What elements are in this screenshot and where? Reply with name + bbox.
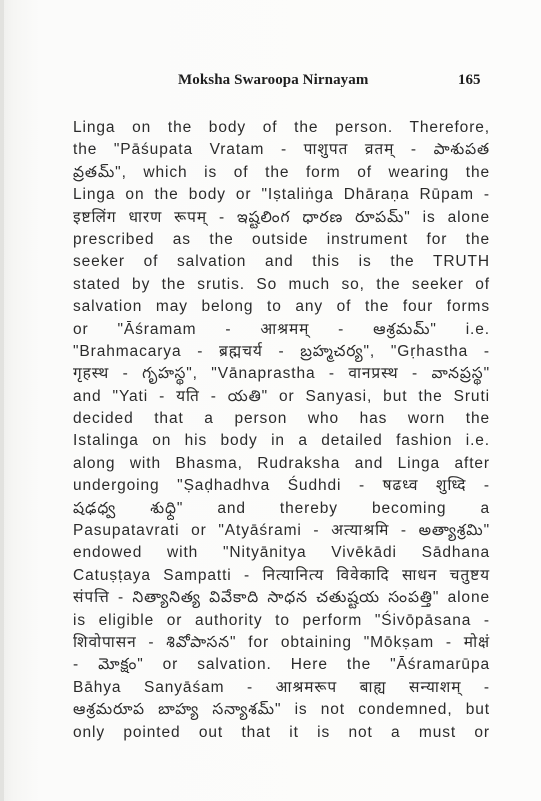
text-line: undergoing "Ṣaḍhadhva Śudhdi - षढध्व शुध्दि -: [73, 477, 490, 495]
text-line: stated by the srutis. So much so, the seeker of: [73, 275, 490, 293]
page-binding-edge: [0, 0, 4, 801]
text-line: వ్రతమ్", which is of the form of wearing the: [73, 163, 490, 181]
text-line: Linga on the body or "Iṣtaliṅga Dhāraṇa Rūpam -: [73, 186, 490, 204]
text-line: the "Pāśupata Vratam - पाशुपत व्रतम् - పాశుపత: [73, 141, 490, 159]
text-line: Linga on the body of the person. Therefore,: [73, 119, 490, 136]
text-line: Pasupatavrati or "Atyāśrami - अत्याश्रमि - అత్యాశ్రమి": [73, 522, 490, 540]
text-line: ఆశ్రమరూప బాహ్య సన్యాశమ్" is not condemned, but: [73, 701, 490, 719]
text-line: Istalinga on his body in a detailed fashion i.e.: [73, 432, 490, 450]
text-line: endowed with "Nityānitya Vivēkādi Sādhana: [73, 544, 490, 562]
text-line: only pointed out that it is not a must or: [73, 723, 490, 741]
running-title: Moksha Swaroopa Nirnayam: [178, 72, 369, 88]
text-line: शिवोपासन - శివోపాసన" for obtaining "Mōkṣam - मोक्षं: [73, 633, 490, 651]
page-number: 165: [458, 72, 481, 88]
text-line: Catuṣṭaya Sampatti - नित्यानित्य विवेकादि साधन चतुष्टय: [73, 566, 490, 584]
text-line: or "Āśramam - आश्रमम् - ఆశ్రమమ్" i.e.: [73, 320, 490, 338]
text-line: prescribed as the outside instrument for the: [73, 230, 490, 248]
text-line: "Brahmacarya - ब्रह्मचर्य - బ్రహ్మచర్య", "Gṛhastha -: [73, 342, 490, 360]
text-line: - మోక్షం" or salvation. Here the "Āśramarūpa: [73, 656, 490, 674]
text-line: salvation may belong to any of the four forms: [73, 298, 490, 316]
text-line: షఢధ్వ శుధ్ది" and thereby becoming a: [73, 499, 490, 517]
text-line: Bāhya Sanyāśam - आश्रमरूप बाह्य सन्याशम् -: [73, 678, 490, 696]
text-line: decided that a person who has worn the: [73, 410, 490, 428]
text-line: and "Yati - यति - యతి" or Sanyasi, but the Sruti: [73, 387, 490, 405]
text-line: along with Bhasma, Rudraksha and Linga after: [73, 454, 490, 472]
text-line: इष्टलिंग धारण रूपम् - ఇష్టలింగ ధారణ రూపమ్" is alone: [73, 208, 490, 226]
text-line: संपत्ति - నిత్యానిత్య వివేకాది సాధన చతుష్టయ సంపత్తి" alone: [73, 589, 490, 607]
body-paragraph: [73, 117, 490, 744]
text-line: गृहस्थ - గృహస్థ", "Vānaprastha - वानप्रस्थ - వానప్రస్థ": [73, 365, 490, 383]
text-line: seeker of salvation and this is the TRUTH: [73, 253, 490, 271]
text-line: is eligible or authority to perform "Śivōpāsana -: [73, 611, 490, 629]
